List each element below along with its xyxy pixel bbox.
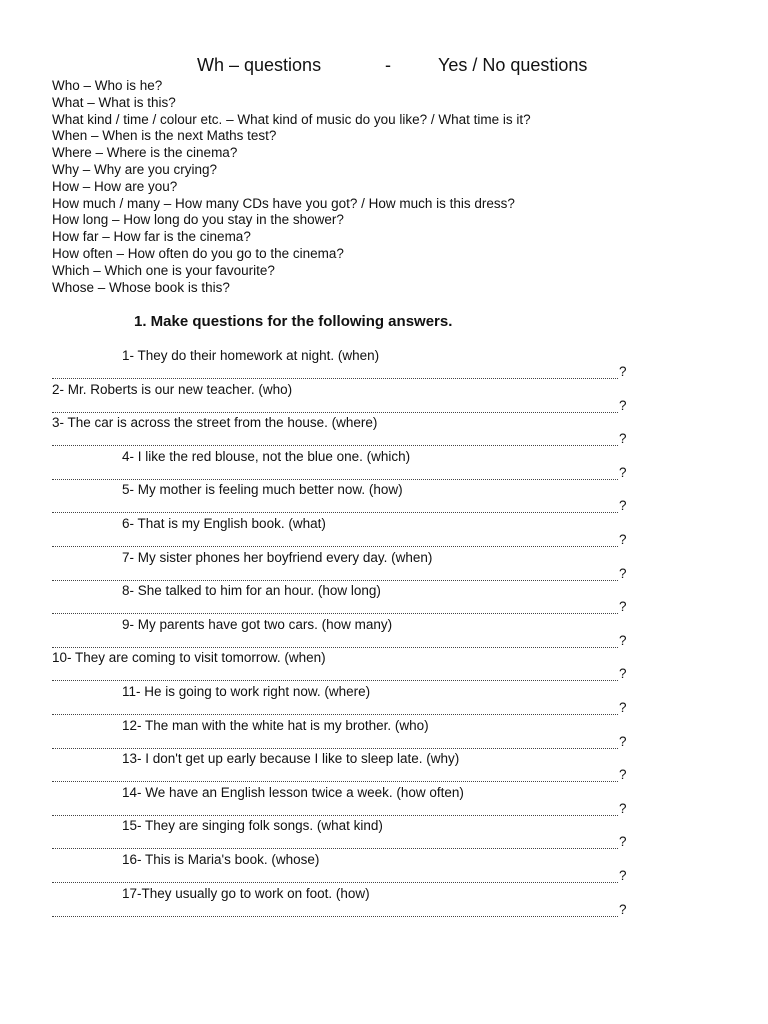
exercise-prompt: 13- I don't get up early because I like to sleep late. (why): [122, 751, 460, 767]
answer-question-mark: ?: [619, 901, 627, 917]
answer-line[interactable]: [52, 532, 618, 547]
exercise-prompt: 3- The car is across the street from the house. (where): [52, 415, 378, 431]
answer-question-mark: ?: [619, 666, 627, 682]
exercise-item: [0, 414, 768, 448]
answer-line[interactable]: [52, 834, 618, 849]
exercise-item: [0, 717, 768, 751]
answer-line[interactable]: [52, 868, 618, 883]
answer-line[interactable]: [52, 633, 618, 648]
exercise-item: [0, 885, 768, 919]
answer-line[interactable]: [52, 767, 618, 782]
wh-example-where: Where – Where is the cinema?: [52, 145, 238, 161]
answer-line[interactable]: [52, 431, 618, 446]
exercise-prompt: 14- We have an English lesson twice a week. (how often): [122, 784, 464, 800]
answer-line[interactable]: [52, 599, 618, 614]
exercise-prompt: 15- They are singing folk songs. (what kind): [122, 818, 383, 834]
wh-example-what-kind: What kind / time / colour etc. – What kind of music do you like? / What time is it?: [52, 111, 531, 127]
exercise-prompt: 17-They usually go to work on foot. (how): [122, 885, 370, 901]
title-wh-questions: Wh – questions: [197, 55, 322, 75]
answer-question-mark: ?: [619, 464, 627, 480]
exercise-prompt: 1- They do their homework at night. (when): [122, 348, 380, 363]
exercise-prompt: 11- He is going to work right now. (where): [122, 683, 371, 699]
answer-line[interactable]: [52, 566, 618, 581]
exercise-item: [0, 582, 768, 616]
answer-question-mark: ?: [619, 867, 627, 883]
answer-question-mark: ?: [619, 632, 627, 648]
exercise-prompt: 9- My parents have got two cars. (how many): [122, 616, 393, 632]
answer-line[interactable]: [52, 465, 618, 480]
answer-question-mark: ?: [619, 699, 627, 715]
exercise-prompt: 10- They are coming to visit tomorrow. (when): [52, 650, 326, 666]
wh-example-how-often: How often – How often do you go to the cinema?: [52, 245, 344, 261]
exercise-item: [0, 784, 768, 818]
title-yes-no-questions: Yes / No questions: [438, 55, 588, 75]
exercise-item: [0, 616, 768, 650]
answer-line[interactable]: [52, 734, 618, 749]
answer-question-mark: ?: [619, 397, 627, 413]
wh-example-how-long: How long – How long do you stay in the shower?: [52, 212, 344, 228]
wh-example-which: Which – Which one is your favourite?: [52, 262, 275, 278]
answer-question-mark: ?: [619, 767, 627, 783]
answer-question-mark: ?: [619, 599, 627, 615]
answer-line[interactable]: [52, 364, 618, 379]
exercise-prompt: 16- This is Maria's book. (whose): [122, 851, 320, 867]
exercise-item: [0, 549, 768, 583]
answer-line[interactable]: [52, 398, 618, 413]
exercise-item: [0, 750, 768, 784]
wh-example-how-much-many: How much / many – How many CDs have you got? / How much is this dress?: [52, 195, 515, 211]
answer-question-mark: ?: [619, 800, 627, 816]
wh-examples-list: [52, 78, 531, 296]
answer-line[interactable]: [52, 498, 618, 513]
exercise-prompt: 5- My mother is feeling much better now. (how): [122, 482, 403, 498]
wh-example-whose: Whose – Whose book is this?: [52, 279, 230, 295]
answer-question-mark: ?: [619, 431, 627, 447]
exercise-item: [0, 347, 768, 381]
exercise-item: [0, 851, 768, 885]
wh-example-who: Who – Who is he?: [52, 78, 163, 93]
answer-question-mark: ?: [619, 565, 627, 581]
exercise-list: [0, 347, 768, 918]
exercise-item: [0, 649, 768, 683]
exercise-heading: 1. Make questions for the following answers.: [134, 313, 453, 330]
exercise-prompt: 2- Mr. Roberts is our new teacher. (who): [52, 381, 293, 397]
exercise-prompt: 7- My sister phones her boyfriend every day. (when): [122, 549, 433, 565]
exercise-item: [0, 481, 768, 515]
answer-question-mark: ?: [619, 364, 627, 379]
answer-question-mark: ?: [619, 834, 627, 850]
exercise-item: [0, 683, 768, 717]
title-separator: -: [385, 55, 391, 75]
wh-example-how: How – How are you?: [52, 178, 178, 194]
page-title: [0, 55, 768, 79]
answer-line[interactable]: [52, 801, 618, 816]
answer-line[interactable]: [52, 902, 618, 917]
exercise-item: [0, 448, 768, 482]
wh-example-what: What – What is this?: [52, 94, 176, 110]
answer-line[interactable]: [52, 666, 618, 681]
exercise-item: [0, 515, 768, 549]
wh-example-how-far: How far – How far is the cinema?: [52, 229, 251, 245]
exercise-prompt: 12- The man with the white hat is my brother. (who): [122, 717, 429, 733]
exercise-prompt: 6- That is my English book. (what): [122, 515, 326, 531]
answer-question-mark: ?: [619, 498, 627, 514]
exercise-item: [0, 817, 768, 851]
wh-example-why: Why – Why are you crying?: [52, 161, 218, 177]
exercise-prompt: 4- I like the red blouse, not the blue one. (which): [122, 448, 411, 464]
exercise-item: [0, 381, 768, 415]
answer-line[interactable]: [52, 700, 618, 715]
answer-question-mark: ?: [619, 531, 627, 547]
exercise-prompt: 8- She talked to him for an hour. (how long): [122, 583, 381, 599]
answer-question-mark: ?: [619, 733, 627, 749]
wh-example-when: When – When is the next Maths test?: [52, 128, 277, 144]
